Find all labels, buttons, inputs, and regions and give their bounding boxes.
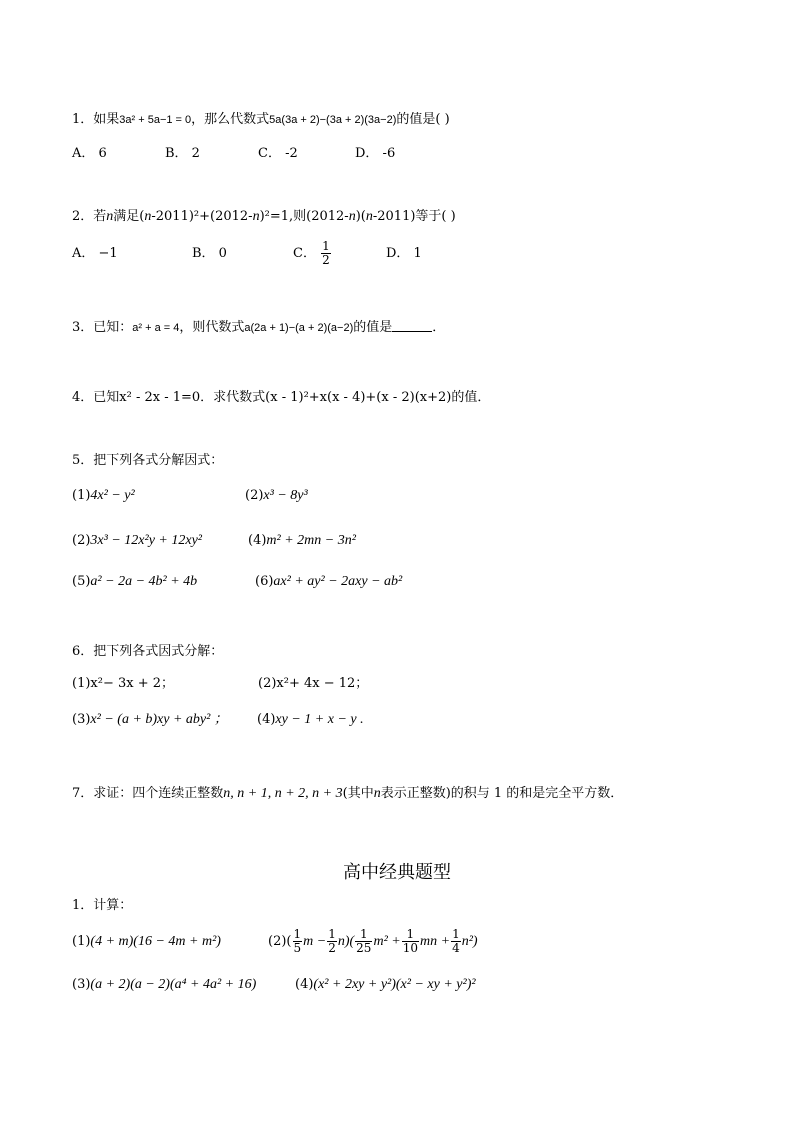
q2-option-b: B． 0 [192, 246, 227, 261]
section-item-2: (2)( $\frac{1}{5}$ m − $\frac{1}{2}$ n)( $\frac{1}{25}$ m² + $\frac{1}{10}$ mn + $\frac{1}{4}$ n²) [268, 927, 478, 955]
answer-blank [392, 319, 432, 332]
section-title: 高中经典题型 [343, 862, 451, 883]
section-question-1: 1．计算： [72, 898, 133, 913]
q1-expression: 5a(3a + 2)−(3a + 2)(3a−2) [269, 114, 397, 126]
question-7: 7．求证：四个连续正整数n, n + 1, n + 2, n + 3(其中n表示正整数)的积与 1 的和是完全平方数． [72, 786, 624, 801]
q5-item-2: (2)x³ − 8y³ [245, 488, 308, 503]
question-1: 1．如果3a² + 5a−1 = 0，那么代数式5a(3a + 2)−(3a + 2)(3a−2)的值是( ) [72, 112, 450, 127]
q1-option-d: D． -6 [355, 146, 396, 161]
section-item-1: (1)(4 + m)(16 − 4m + m²) [72, 934, 221, 949]
q5-item-6: (6)ax² + ay² − 2axy − ab² [255, 574, 403, 589]
fraction: $\frac{1}{2}$ [328, 927, 336, 955]
q6-item-3: (3)x² − (a + b)xy + aby² ； [72, 712, 228, 727]
q2-option-c: C． $\frac{1}{2}$ [293, 239, 330, 267]
question-5-title: 5．把下列各式分解因式： [72, 453, 224, 468]
q2-option-c-fraction: $\frac{1}{2}$ [322, 239, 330, 267]
question-4: 4．已知x² - 2x - 1=0．求代数式(x - 1)²+x(x - 4)+(x - 2)(x+2)的值． [72, 390, 491, 405]
q3-expression: a(2a + 1)−(a + 2)(a−2) [244, 322, 354, 334]
q1-option-b: B． 2 [165, 146, 200, 161]
fraction: $\frac{1}{10}$ [402, 927, 418, 955]
question-6-title: 6．把下列各式因式分解： [72, 644, 224, 659]
q5-item-4: (4)m² + 2mn − 3n² [248, 533, 356, 548]
fraction: $\frac{1}{4}$ [452, 927, 460, 955]
q1-option-c: C． -2 [258, 146, 298, 161]
fraction: $\frac{1}{25}$ [356, 927, 372, 955]
section-item-3: (3)(a + 2)(a − 2)(a⁴ + 4a² + 16) [72, 977, 257, 992]
q2-option-a: A． −1 [72, 246, 118, 261]
q5-item-1: (1)4x² − y² [72, 488, 135, 503]
q6-item-2: (2)x²+ 4x − 12； [258, 676, 369, 691]
q2-option-d: D． 1 [386, 246, 422, 261]
q6-item-4: (4)xy − 1 + x − y . [257, 712, 364, 727]
section-item-4: (4)(x² + 2xy + y²)(x² − xy + y²)² [295, 977, 476, 992]
q5-item-3: (2)3x³ − 12x²y + 12xy² [72, 533, 202, 548]
q5-item-5: (5)a² − 2a − 4b² + 4b [72, 574, 198, 589]
q3-condition: a² + a = 4 [132, 322, 180, 334]
q1-condition: 3a² + 5a−1 = 0 [119, 114, 192, 126]
question-2: 2．若n满足(n-2011)²+(2012-n)²=1,则(2012-n)(n-2011)等于( ) [72, 209, 456, 224]
question-3: 3．已知：a² + a = 4，则代数式a(2a + 1)−(a + 2)(a−2)的值是 ． [72, 320, 446, 335]
q1-option-a: A． 6 [72, 146, 107, 161]
fraction: $\frac{1}{5}$ [293, 927, 302, 955]
q6-item-1: (1)x²− 3x + 2； [72, 676, 175, 691]
